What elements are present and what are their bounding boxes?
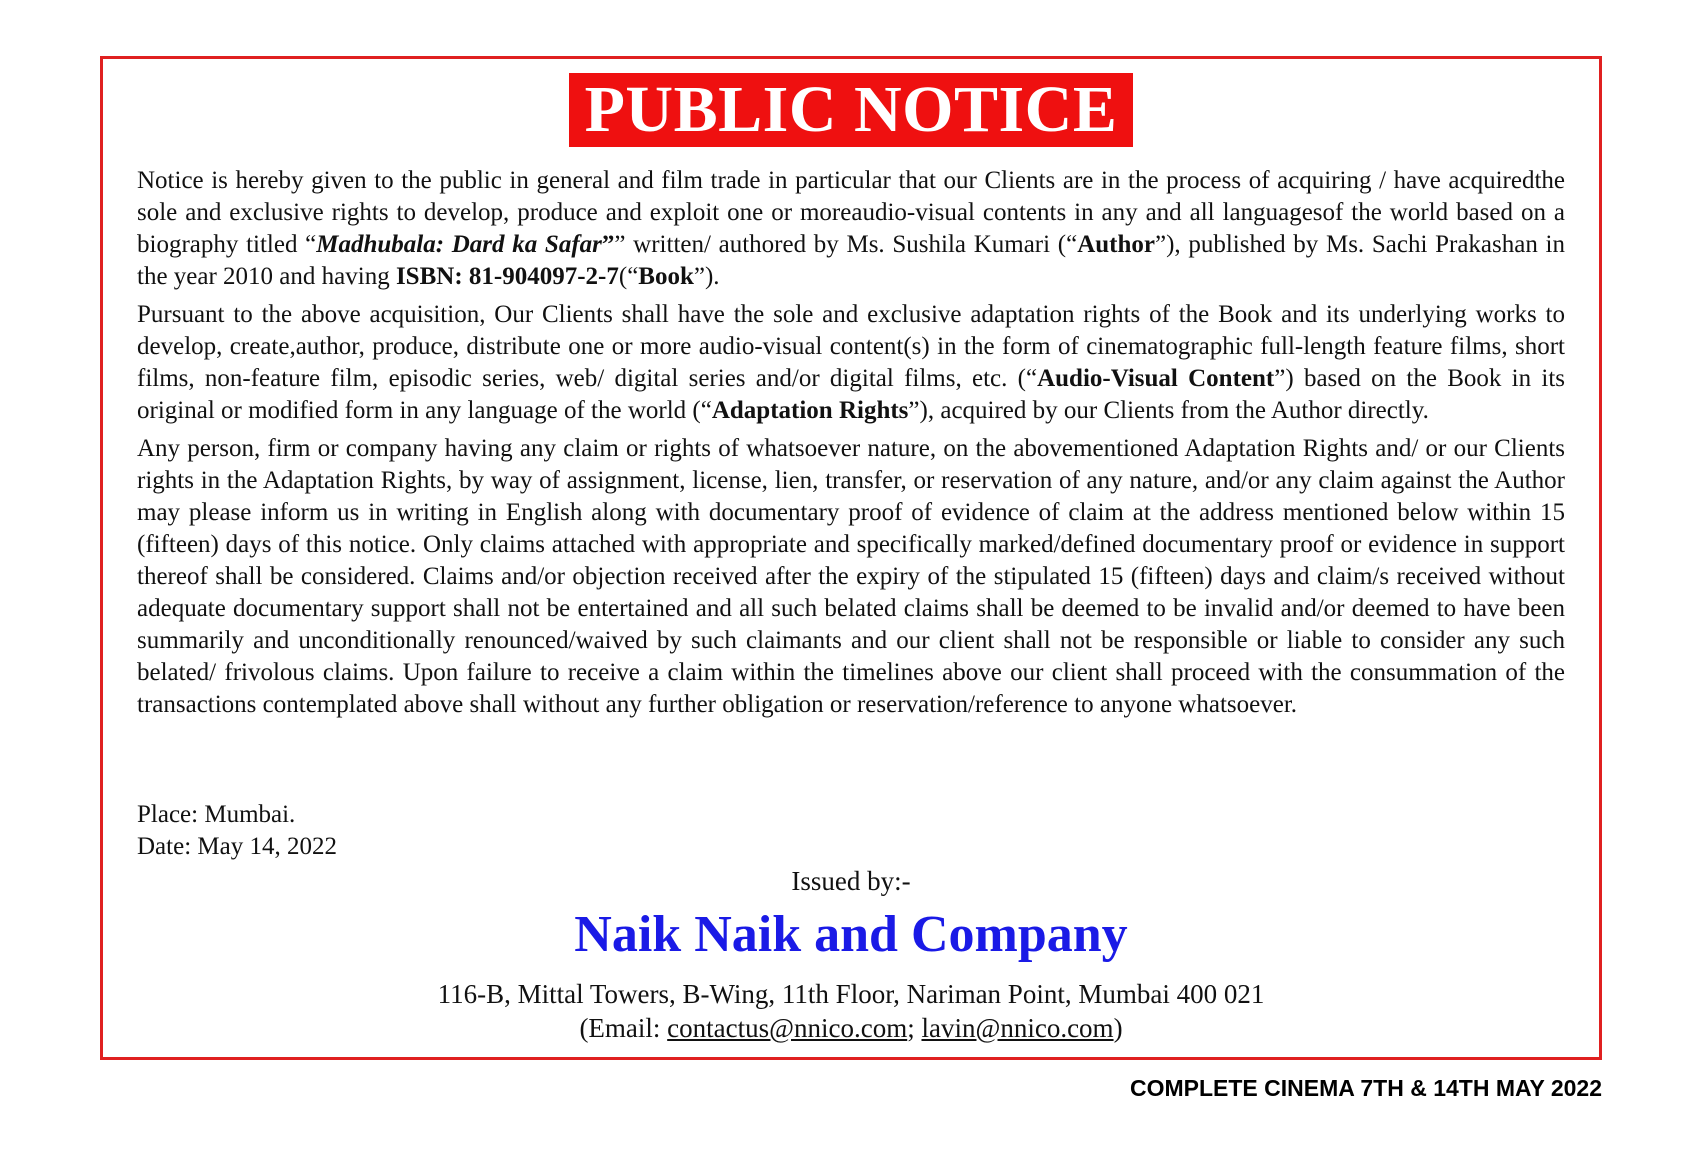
isbn: ISBN: 81-904097-2-7 — [395, 263, 619, 290]
company-name: Naik Naik and Company — [574, 906, 1128, 963]
email-line — [103, 1011, 1599, 1045]
audio-visual-term: Audio-Visual Content — [1037, 365, 1275, 392]
notice-body — [137, 165, 1565, 721]
p2-text-e: ”), acquired by our Clients from the Author directly. — [908, 397, 1429, 424]
p2-text-c: ”) based on the Book in its original or modified form in any language of the world (“ — [137, 365, 1565, 424]
paragraph-claims: Any person, firm or company having any claim or rights of whatsoever nature, on the abovementioned Adaptation Rights and/ or our Clients rights in the Adaptation Rights, by way of assignment, license, lien, transfer, or reservation of any nature, and/or any claim against the Author may please inform us in writing in English along with documentary proof of evidence of claim at the address mentioned below within 15 (fifteen) days of this notice. Only claims attached with appropriate and specifically marked/defined documentary proof or evidence in support thereof shall be considered. Claims and/or objection received after the expiry of the stipulated 15 (fifteen) days and claim/s received without adequate documentary support shall not be entertained and all such belated claims shall be deemed to be invalid and/or deemed to have been summarily and unconditionally renounced/waived by such claimants and our client shall not be responsible or liable to consider any such belated/ frivolous claims. Upon failure to receive a claim within the timelines above our client shall proceed with the consummation of the transactions contemplated above shall without any further obligation or reservation/reference to anyone whatsoever. — [137, 435, 1565, 718]
adaptation-rights-term: Adaptation Rights — [711, 397, 909, 424]
p1-text-i: ”). — [693, 263, 720, 290]
p1-text-c: ” written/ authored by Ms. Sushila Kumari (“ — [614, 231, 1078, 258]
email-prefix: (Email: — [579, 1013, 668, 1043]
place: Place: Mumbai. — [137, 801, 296, 828]
email-link-contactus[interactable]: contactus@nnico.com — [667, 1013, 908, 1043]
paragraph-adaptation-rights — [137, 299, 1565, 427]
p1-text-a: Notice is hereby given to the public in general and film trade in particular that our Clients are in the process of acquiring / have acquiredthe sole and exclusive rights to develop, produce and exploit one or moreaudio-visual contents in any and all languagesof the world based on a biography titled “ — [137, 167, 1565, 258]
company-address — [103, 977, 1599, 1045]
p1-text-e: ”), published by Ms. Sachi Prakashan in the year 2010 and having — [137, 231, 1565, 290]
date: Date: May 14, 2022 — [137, 833, 337, 860]
publication-footer: COMPLETE CINEMA 7TH & 14TH MAY 2022 — [1129, 1075, 1602, 1101]
email-link-lavin[interactable]: lavin@nnico.com — [921, 1013, 1114, 1043]
issued-by: Issued by:- — [791, 866, 911, 896]
notice-frame — [100, 56, 1602, 1060]
email-separator: ; — [907, 1013, 922, 1043]
p2-text-a: Pursuant to the above acquisition, Our Clients shall have the sole and exclusive adaptation rights of the Book and its underlying works to develop, create,author, produce, distribute one or more audio-visual content(s) in the form of cinematographic full-length feature films, short films, non-feature film, episodic series, web/ digital series and/or digital films, etc. (“ — [137, 301, 1565, 392]
address-line: 116-B, Mittal Towers, B-Wing, 11th Floor, Nariman Point, Mumbai 400 021 — [437, 979, 1265, 1009]
book-title: Madhubala: Dard ka Safar — [316, 231, 602, 258]
notice-title: PUBLIC NOTICE — [569, 73, 1134, 147]
p1-text-g: (“ — [618, 263, 639, 290]
author-term: Author — [1077, 231, 1155, 258]
email-suffix: ) — [1113, 1013, 1123, 1043]
book-term: Book — [638, 263, 694, 290]
place-date — [137, 799, 337, 863]
paragraph-acquisition: Notice is hereby given to the public in general and film trade in particular that our Clients are in the process of acquiring / have acquiredthe sole and exclusive rights to develop, produce and exploit one or moreaudio-visual contents in any and all languagesof the world based on a biography titled “Madhubala: Dard ka Safar”” written/ authored by Ms. Sushila Kumari (“Author”), published by Ms. Sachi Prakashan in the year 2010 and having ISBN: 81-904097-2-7(“Book”). — [137, 167, 1565, 290]
